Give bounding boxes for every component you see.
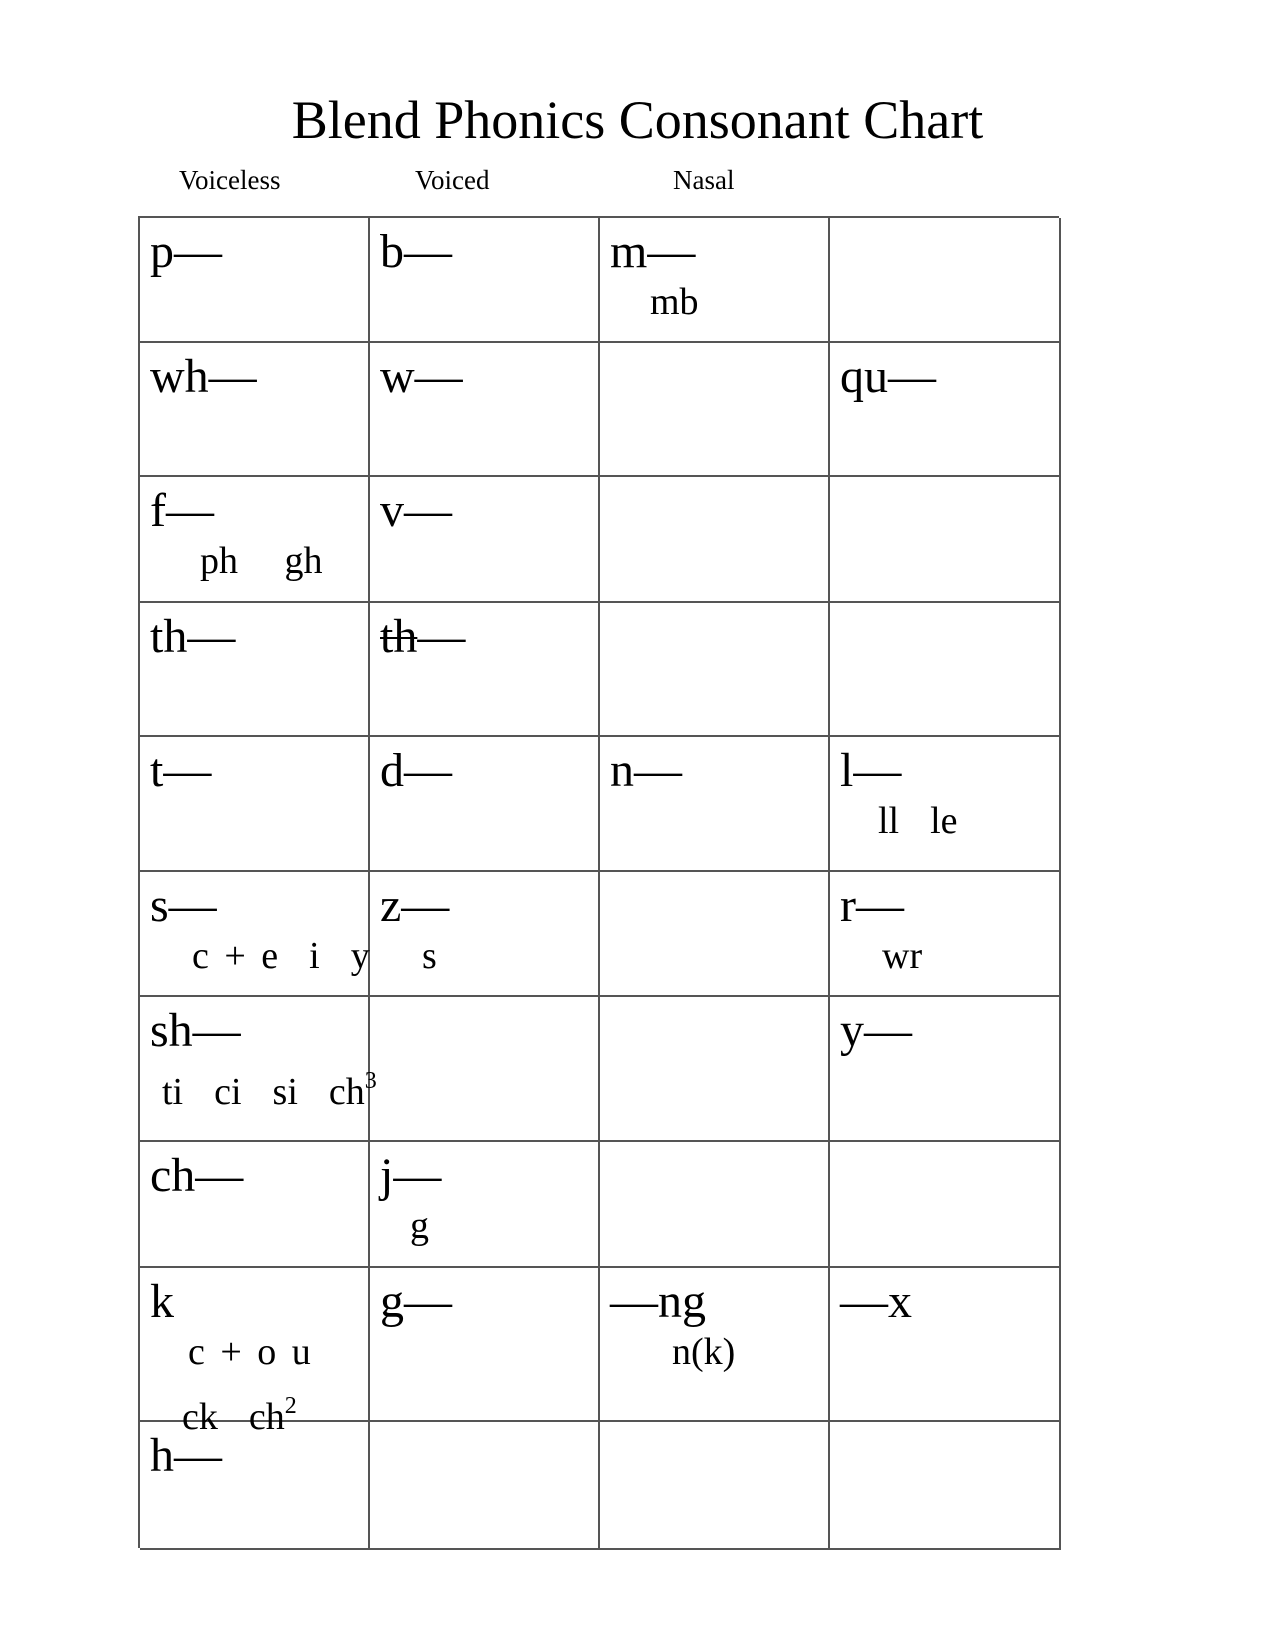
spelling: mb [650,281,699,323]
cell-r8-c3 [830,1268,1061,1422]
cell-r0-c0 [140,218,370,343]
cell-r5-c3 [830,872,1061,997]
cell-r0-c1 [370,218,600,343]
cell-r5-c1 [370,872,600,997]
sound: wh— [150,350,257,403]
cell-r3-c3 [830,603,1061,737]
sound: t— [150,744,212,797]
cell-r6-c3 [830,997,1061,1142]
spelling: ph gh [200,540,323,582]
sound: m— [610,225,696,278]
spelling: wr [882,935,923,977]
sound: b— [380,225,452,278]
sound: w— [380,350,463,403]
cell-r9-c2 [600,1422,830,1550]
sound: p— [150,225,222,278]
spelling-text: ck ch [182,1396,285,1438]
cell-r2-c1 [370,477,600,603]
spelling-text: ti ci si ch [162,1071,365,1113]
cell-r4-c2 [600,737,830,872]
cell-r3-c1 [370,603,600,737]
sound-voiced-th [380,609,465,665]
spelling: c + e i y [192,935,370,977]
consonant-grid [138,216,1059,1548]
column-header-nasal: Nasal [673,165,735,195]
sound: s— [150,879,217,932]
sound: l— [840,744,902,797]
sound: f— [150,484,214,537]
cell-r1-c3 [830,343,1061,477]
column-header-voiceless: Voiceless [179,165,281,195]
sound: r— [840,879,904,932]
sound: n— [610,744,682,797]
cell-r1-c1 [370,343,600,477]
cell-r2-c0 [140,477,370,603]
cell-r5-c0 [140,872,370,997]
cell-r6-c2 [600,997,830,1142]
cell-r7-c3 [830,1142,1061,1268]
cell-r6-c0 [140,997,377,1142]
sound: v— [380,484,452,537]
cell-r2-c2 [600,477,830,603]
sound: z— [380,879,450,932]
sound: —ng [610,1275,706,1328]
cell-r3-c2 [600,603,830,737]
sound: y— [840,1004,912,1057]
spelling: n(k) [672,1331,736,1373]
sound: sh— [150,1004,241,1057]
dash: — [417,610,466,663]
cell-r4-c0 [140,737,370,872]
cell-r3-c0 [140,603,370,737]
page-title: Blend Phonics Consonant Chart [291,90,984,150]
cell-r0-c2 [600,218,830,343]
cell-r8-c0 [140,1268,370,1438]
cell-r8-c2 [600,1268,830,1422]
sound: —x [840,1275,912,1328]
spelling [162,1059,377,1114]
cell-r7-c0 [140,1142,370,1268]
sound: qu— [840,350,936,403]
cell-r9-c1 [370,1422,600,1550]
spelling: ll le [878,800,958,842]
cell-r9-c3 [830,1422,1061,1550]
sound: d— [380,744,452,797]
superscript: 2 [284,1393,297,1419]
cell-r9-c0 [140,1422,370,1550]
column-header-voiced: Voiced [415,165,490,195]
cell-r1-c2 [600,343,830,477]
spelling: g [410,1205,429,1247]
cell-r2-c3 [830,477,1061,603]
cell-r5-c2 [600,872,830,997]
sound: th— [150,610,236,663]
superscript: 3 [364,1068,377,1094]
cell-r0-c3 [830,218,1061,343]
struck-th: th [380,610,418,663]
cell-r1-c0 [140,343,370,477]
sound: g— [380,1275,452,1328]
cell-r4-c1 [370,737,600,872]
spelling: c + o u [188,1331,311,1373]
sound: h— [150,1429,222,1482]
sound: ch— [150,1149,244,1202]
cell-r6-c1 [370,997,600,1142]
sound: k [150,1275,174,1328]
cell-r7-c2 [600,1142,830,1268]
spelling: s [422,935,437,977]
cell-r4-c3 [830,737,1061,872]
sound: j— [380,1149,442,1202]
cell-r8-c1 [370,1268,600,1422]
cell-r7-c1 [370,1142,600,1268]
